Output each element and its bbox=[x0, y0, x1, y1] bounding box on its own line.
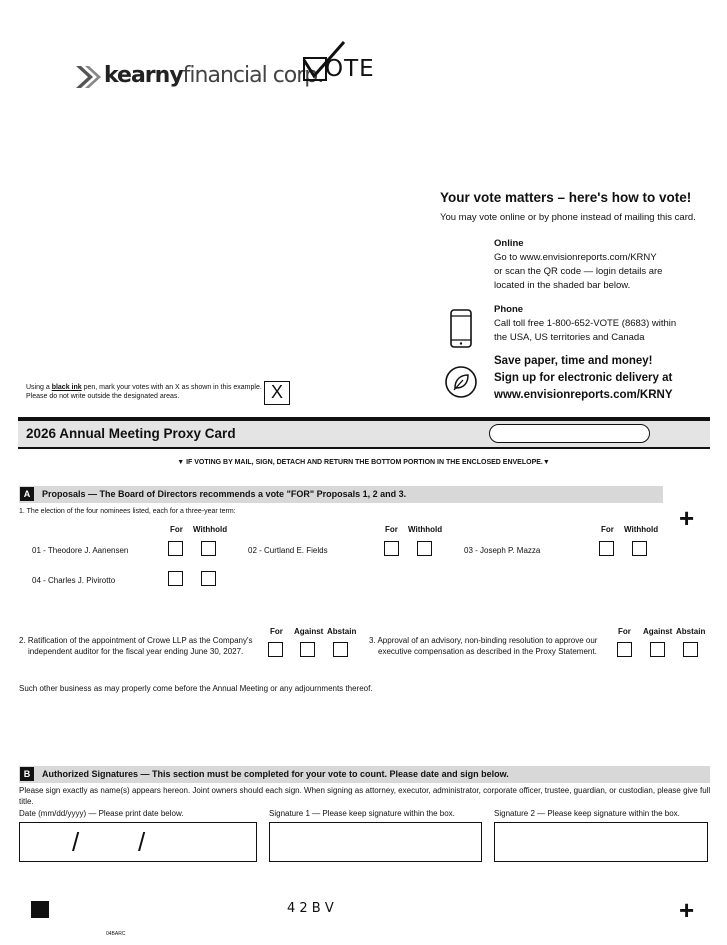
detach-instruction: ▼ IF VOTING BY MAIL, SIGN, DETACH AND RETURN THE BOTTOM PORTION IN THE ENCLOSED ENVELOPE.▼ bbox=[177, 459, 550, 466]
proposal-1-text: 1. The election of the four nominees listed, each for a three-year term: bbox=[19, 508, 236, 515]
nominee-01-for-checkbox[interactable] bbox=[168, 541, 183, 556]
phone-icon bbox=[449, 309, 473, 349]
nominee-03: 03 - Joseph P. Mazza bbox=[464, 546, 541, 555]
proposal-3-abstain-checkbox[interactable] bbox=[683, 642, 698, 657]
section-b-title: Authorized Signatures — This section must be completed for your vote to count. Please date and sign below. bbox=[42, 769, 509, 779]
paperless-line-1: Save paper, time and money! bbox=[494, 355, 653, 367]
signature-2-label: Signature 2 — Please keep signature within the box. bbox=[494, 809, 680, 818]
phone-title: Phone bbox=[494, 304, 524, 315]
for-header: For bbox=[270, 627, 283, 636]
footer-code: 4 2 B V bbox=[287, 901, 334, 916]
online-line-3: located in the shaded bar below. bbox=[494, 280, 631, 291]
date-input-box[interactable] bbox=[19, 822, 257, 862]
nominee-03-for-checkbox[interactable] bbox=[599, 541, 614, 556]
example-mark-box bbox=[264, 381, 290, 405]
nominee-01-withhold-checkbox[interactable] bbox=[201, 541, 216, 556]
against-header: Against bbox=[643, 627, 673, 636]
proposal-2-against-checkbox[interactable] bbox=[300, 642, 315, 657]
section-a-title: Proposals — The Board of Directors recommends a vote "FOR" Proposals 1, 2 and 3. bbox=[42, 489, 407, 499]
title-bar-bottom-rule bbox=[18, 447, 710, 449]
for-header: For bbox=[385, 525, 398, 534]
nominee-02-for-checkbox[interactable] bbox=[384, 541, 399, 556]
for-header: For bbox=[618, 627, 631, 636]
nominee-04: 04 - Charles J. Pivirotto bbox=[32, 576, 116, 585]
phone-line-1: Call toll free 1-800-652-VOTE (8683) within bbox=[494, 318, 677, 329]
nominee-03-withhold-checkbox[interactable] bbox=[632, 541, 647, 556]
registration-square bbox=[31, 901, 49, 918]
vote-logo-text: OTE bbox=[325, 56, 375, 82]
paperless-line-3: www.envisionreports.com/KRNY bbox=[494, 389, 673, 401]
control-number-box bbox=[489, 424, 650, 443]
instructions-pre: Using a bbox=[26, 384, 52, 391]
vote-info-subheading: You may vote online or by phone instead of mailing this card. bbox=[440, 212, 696, 223]
abstain-header: Abstain bbox=[327, 627, 357, 636]
withhold-header: Withhold bbox=[624, 525, 659, 534]
proposal-3-for-checkbox[interactable] bbox=[617, 642, 632, 657]
nominee-04-withhold-checkbox[interactable] bbox=[201, 571, 216, 586]
marking-instructions bbox=[26, 383, 266, 401]
proposal-2-line-2: independent auditor for the fiscal year ending June 30, 2027. bbox=[28, 647, 244, 656]
proposal-3-against-checkbox[interactable] bbox=[650, 642, 665, 657]
withhold-header: Withhold bbox=[193, 525, 228, 534]
section-b-letter: B bbox=[20, 767, 34, 781]
instructions-pen: black ink bbox=[51, 384, 82, 391]
instructions-line-2: Please do not write outside the designated areas. bbox=[26, 393, 180, 400]
instructions-post: pen, mark your votes with an X as shown in this example. bbox=[81, 384, 262, 391]
company-logo bbox=[74, 62, 324, 94]
other-business-text: Such other business as may properly come before the Annual Meeting or any adjournments thereof. bbox=[19, 684, 373, 693]
registration-plus-icon: + bbox=[679, 503, 695, 533]
date-separator: / bbox=[138, 827, 146, 857]
date-label: Date (mm/dd/yyyy) — Please print date below. bbox=[19, 809, 184, 818]
proposal-2-abstain-checkbox[interactable] bbox=[333, 642, 348, 657]
online-line-1: Go to www.envisionreports.com/KRNY bbox=[494, 252, 657, 263]
nominee-01: 01 - Theodore J. Aanensen bbox=[32, 546, 129, 555]
proposal-2-for-checkbox[interactable] bbox=[268, 642, 283, 657]
date-separator: / bbox=[72, 827, 80, 857]
signature-instructions: Please sign exactly as name(s) appears hereon. Joint owners should each sign. When signing as attorney, executor, administrator, corporate officer, trustee, guardian, or custodian, please give full title. bbox=[19, 786, 711, 806]
logo-light-text: financial corp. bbox=[182, 63, 324, 88]
phone-line-2: the USA, US territories and Canada bbox=[494, 332, 645, 343]
proposal-2-line-1: 2. Ratification of the appointment of Crowe LLP as the Company's bbox=[19, 636, 253, 645]
proposal-3-line-2: executive compensation as described in the Proxy Statement. bbox=[378, 647, 597, 656]
against-header: Against bbox=[294, 627, 324, 636]
abstain-header: Abstain bbox=[676, 627, 706, 636]
card-title: 2026 Annual Meeting Proxy Card bbox=[26, 426, 236, 441]
online-title: Online bbox=[494, 238, 524, 249]
nominee-02-withhold-checkbox[interactable] bbox=[417, 541, 432, 556]
nominee-02: 02 - Curtland E. Fields bbox=[248, 546, 328, 555]
signature-1-box[interactable] bbox=[269, 822, 482, 862]
vote-info-heading: Your vote matters – here's how to vote! bbox=[440, 190, 692, 205]
withhold-header: Withhold bbox=[408, 525, 443, 534]
form-code: 04BARC bbox=[106, 931, 126, 937]
chevron-logo-icon bbox=[74, 64, 104, 90]
logo-bold-text: kearny bbox=[104, 63, 183, 88]
for-header: For bbox=[170, 525, 183, 534]
signature-1-label: Signature 1 — Please keep signature within the box. bbox=[269, 809, 455, 818]
for-header: For bbox=[601, 525, 614, 534]
online-line-2: or scan the QR code — login details are bbox=[494, 266, 663, 277]
leaf-icon bbox=[444, 365, 478, 399]
signature-2-box[interactable] bbox=[494, 822, 708, 862]
vote-logo bbox=[302, 40, 382, 84]
section-a-letter: A bbox=[20, 487, 34, 501]
registration-plus-icon: + bbox=[679, 895, 695, 925]
proposal-3-line-1: 3. Approval of an advisory, non-binding resolution to approve our bbox=[369, 636, 598, 645]
nominee-04-for-checkbox[interactable] bbox=[168, 571, 183, 586]
paperless-line-2: Sign up for electronic delivery at bbox=[494, 372, 673, 384]
example-mark: X bbox=[270, 382, 283, 402]
